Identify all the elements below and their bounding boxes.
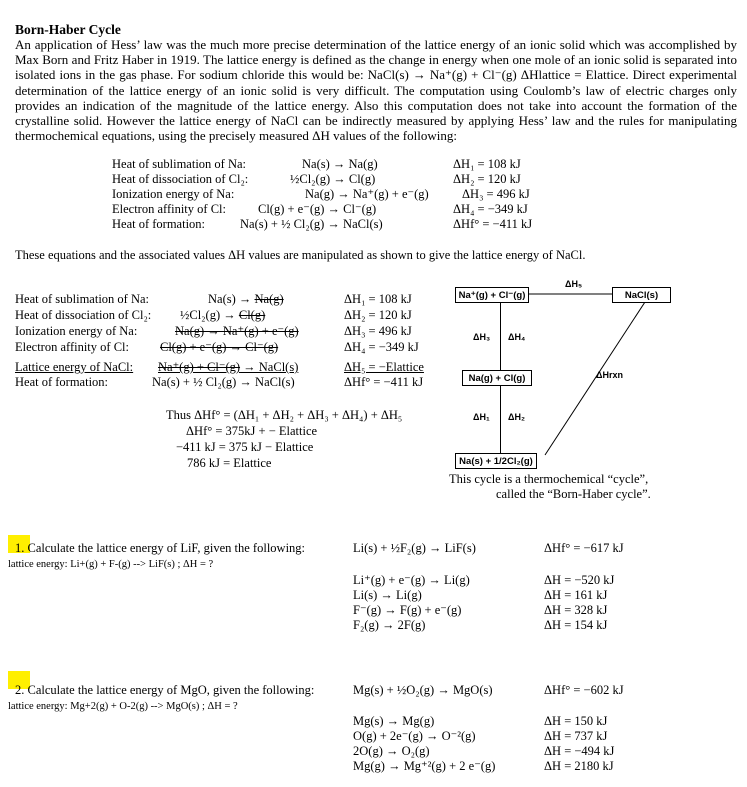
derivation-line: −411 kJ = 375 kJ − Elattice xyxy=(176,440,314,454)
label-dh4: ΔH₄ xyxy=(508,332,526,342)
q2-formation-eq: Mg(s) + ½O₂(g) → MgO(s) xyxy=(353,683,493,697)
question-2-lattice: lattice energy: Mg+2(g) + O-2(g) --> MgO(s) ; ΔH = ? xyxy=(8,701,238,712)
manip-label: Lattice energy of NaCl: xyxy=(15,360,134,374)
manip-eq-cancelled: Na(g) xyxy=(254,292,284,306)
step-dh: ΔHf° = −411 kJ xyxy=(453,217,533,231)
step-label: Ionization energy of Na: xyxy=(112,187,235,201)
q2-step-dh: ΔH = −494 kJ xyxy=(544,744,615,758)
step-equation: Na(s) → Na(g) xyxy=(302,157,378,171)
derivation-line: Thus ΔHf° = (ΔH₁ + ΔH₂ + ΔH₃ + ΔH₄) + ΔH₅ xyxy=(166,408,403,422)
derivation-line: ΔHf° = 375kJ + − Elattice xyxy=(186,424,318,438)
step-label: Heat of dissociation of Cl₂: xyxy=(112,172,249,186)
manipulation-intro: These equations and the associated values ΔH values are manipulated as shown to give the lattice energy of NaCl. xyxy=(15,248,586,262)
step-equation: Cl(g) + e⁻(g) → Cl⁻(g) xyxy=(258,202,377,216)
manip-eq-cancelled: Na⁺(g) + Cl⁻(g) xyxy=(158,360,241,374)
step-equation: Na(g) → Na⁺(g) + e⁻(g) xyxy=(305,187,429,201)
label-dh5: ΔH₅ xyxy=(565,279,583,289)
step-label: Heat of formation: xyxy=(112,217,206,231)
manip-eq: ½Cl₂(g) → xyxy=(180,308,239,322)
manip-dh: ΔHf° = −411 kJ xyxy=(344,375,424,389)
manip-eq: → NaCl(s) xyxy=(240,360,299,374)
label-dh2: ΔH₂ xyxy=(508,412,525,422)
cycle-caption-line2: called the “Born-Haber cycle”. xyxy=(496,487,651,501)
manip-dh: ΔH₁ = 108 kJ xyxy=(344,292,412,306)
q2-step-dh: ΔH = 2180 kJ xyxy=(544,759,614,773)
step-dh: ΔH₂ = 120 kJ xyxy=(453,172,521,186)
manip-eq-cancelled: Cl(g) + e⁻(g) → Cl⁻(g) xyxy=(160,340,279,354)
manip-dh: ΔH₄ = −349 kJ xyxy=(344,340,419,354)
manip-dh: ΔH₅ = −Elattice xyxy=(344,360,424,374)
q1-formation-eq: Li(s) + ½F₂(g) → LiF(s) xyxy=(353,541,476,555)
manip-eq: Na(s) + ½ Cl₂(g) → NaCl(s) xyxy=(152,375,295,389)
step-label: Heat of sublimation of Na: xyxy=(112,157,246,171)
step-label: Electron affinity of Cl: xyxy=(112,202,226,216)
q2-step-eq: O(g) + 2e⁻(g) → O⁻²(g) xyxy=(353,729,476,743)
manip-label: Heat of formation: xyxy=(15,375,109,389)
q2-formation-dh: ΔHf° = −602 kJ xyxy=(544,683,624,697)
q1-step-dh: ΔH = −520 kJ xyxy=(544,573,615,587)
box-gaseous-ions: Na⁺(g) + Cl⁻(g) xyxy=(455,287,529,303)
manip-eq: Na(s) → xyxy=(208,292,255,306)
label-dh1: ΔH₁ xyxy=(473,412,490,422)
step-dh: ΔH₁ = 108 kJ xyxy=(453,157,521,171)
q2-step-eq: Mg(g) → Mg⁺²(g) + 2 e⁻(g) xyxy=(353,759,496,773)
label-dh3: ΔH₃ xyxy=(473,332,491,342)
q1-step-dh: ΔH = 161 kJ xyxy=(544,588,608,602)
step-dh: ΔH₃ = 496 kJ xyxy=(462,187,530,201)
manip-label: Heat of dissociation of Cl₂: xyxy=(15,308,152,322)
question-1-lattice: lattice energy: Li+(g) + F-(g) --> LiF(s) ; ΔH = ? xyxy=(8,559,214,570)
box-elements: Na(s) + 1/2Cl₂(g) xyxy=(455,453,537,469)
q1-step-eq: Li(s) → Li(g) xyxy=(353,588,422,602)
manip-label: Heat of sublimation of Na: xyxy=(15,292,149,306)
q1-step-eq: Li⁺(g) + e⁻(g) → Li(g) xyxy=(353,573,470,587)
label-dhrxn: ΔHrxn xyxy=(596,370,623,380)
manip-eq-cancelled: Na(g) → Na⁺(g) + e⁻(g) xyxy=(175,324,299,338)
manip-label: Ionization energy of Na: xyxy=(15,324,138,338)
step-equation: ½Cl₂(g) → Cl(g) xyxy=(290,172,376,186)
step-dh: ΔH₄ = −349 kJ xyxy=(453,202,528,216)
cycle-caption-line1: This cycle is a thermochemical “cycle”, xyxy=(449,472,649,486)
derivation-line: 786 kJ = Elattice xyxy=(187,456,272,470)
q2-step-dh: ΔH = 150 kJ xyxy=(544,714,608,728)
line-dh1-dh2 xyxy=(500,385,501,453)
q2-step-eq: Mg(s) → Mg(g) xyxy=(353,714,435,728)
intro-paragraph: An application of Hess’ law was the much more precise determination of the lattice energy of an ionic solid which was accomplished by Max Born and Fritz Haber in 1919. The lattice energy is defined as the change in energy when one mole of an ionic solid is separated into isolated ions in the gas phase. For sodium chloride this would be: NaCl(s) → Na⁺(g) + Cl⁻(g) ΔHlattice = Elattice. Direct experimental determination of the lattice energy of an ionic solid is very difficult. The computation using Coulomb’s law of electric charges only provides an indication of the magnitude of the lattice energy. Also this computation does not take into account the formation of the crystalline solid. However the lattice energy of NaCl can be indirectly measured by applying Hess’ law and the rules for manipulating thermochemical equations, using the precisely measured ΔH values of the following: xyxy=(15,37,737,144)
line-dh3-dh4 xyxy=(500,302,501,370)
step-equation: Na(s) + ½ Cl₂(g) → NaCl(s) xyxy=(240,217,383,231)
question-1-prompt: 1. Calculate the lattice energy of LiF, given the following: xyxy=(15,541,306,555)
manip-label: Electron affinity of Cl: xyxy=(15,340,129,354)
manip-eq-cancelled: Cl(g) xyxy=(238,308,266,322)
q1-formation-dh: ΔHf° = −617 kJ xyxy=(544,541,624,555)
q2-step-eq: 2O(g) → O₂(g) xyxy=(353,744,430,758)
page-title: Born-Haber Cycle xyxy=(15,22,121,37)
box-nacl-solid: NaCl(s) xyxy=(612,287,671,303)
q1-step-dh: ΔH = 154 kJ xyxy=(544,618,608,632)
q1-step-dh: ΔH = 328 kJ xyxy=(544,603,608,617)
q1-step-eq: F₂(g) → 2F(g) xyxy=(353,618,426,632)
manip-dh: ΔH₂ = 120 kJ xyxy=(344,308,412,322)
manip-dh: ΔH₃ = 496 kJ xyxy=(344,324,412,338)
question-2-prompt: 2. Calculate the lattice energy of MgO, given the following: xyxy=(15,683,315,697)
q2-step-dh: ΔH = 737 kJ xyxy=(544,729,608,743)
q1-step-eq: F⁻(g) → F(g) + e⁻(g) xyxy=(353,603,462,617)
box-gaseous-atoms: Na(g) + Cl(g) xyxy=(462,370,532,386)
